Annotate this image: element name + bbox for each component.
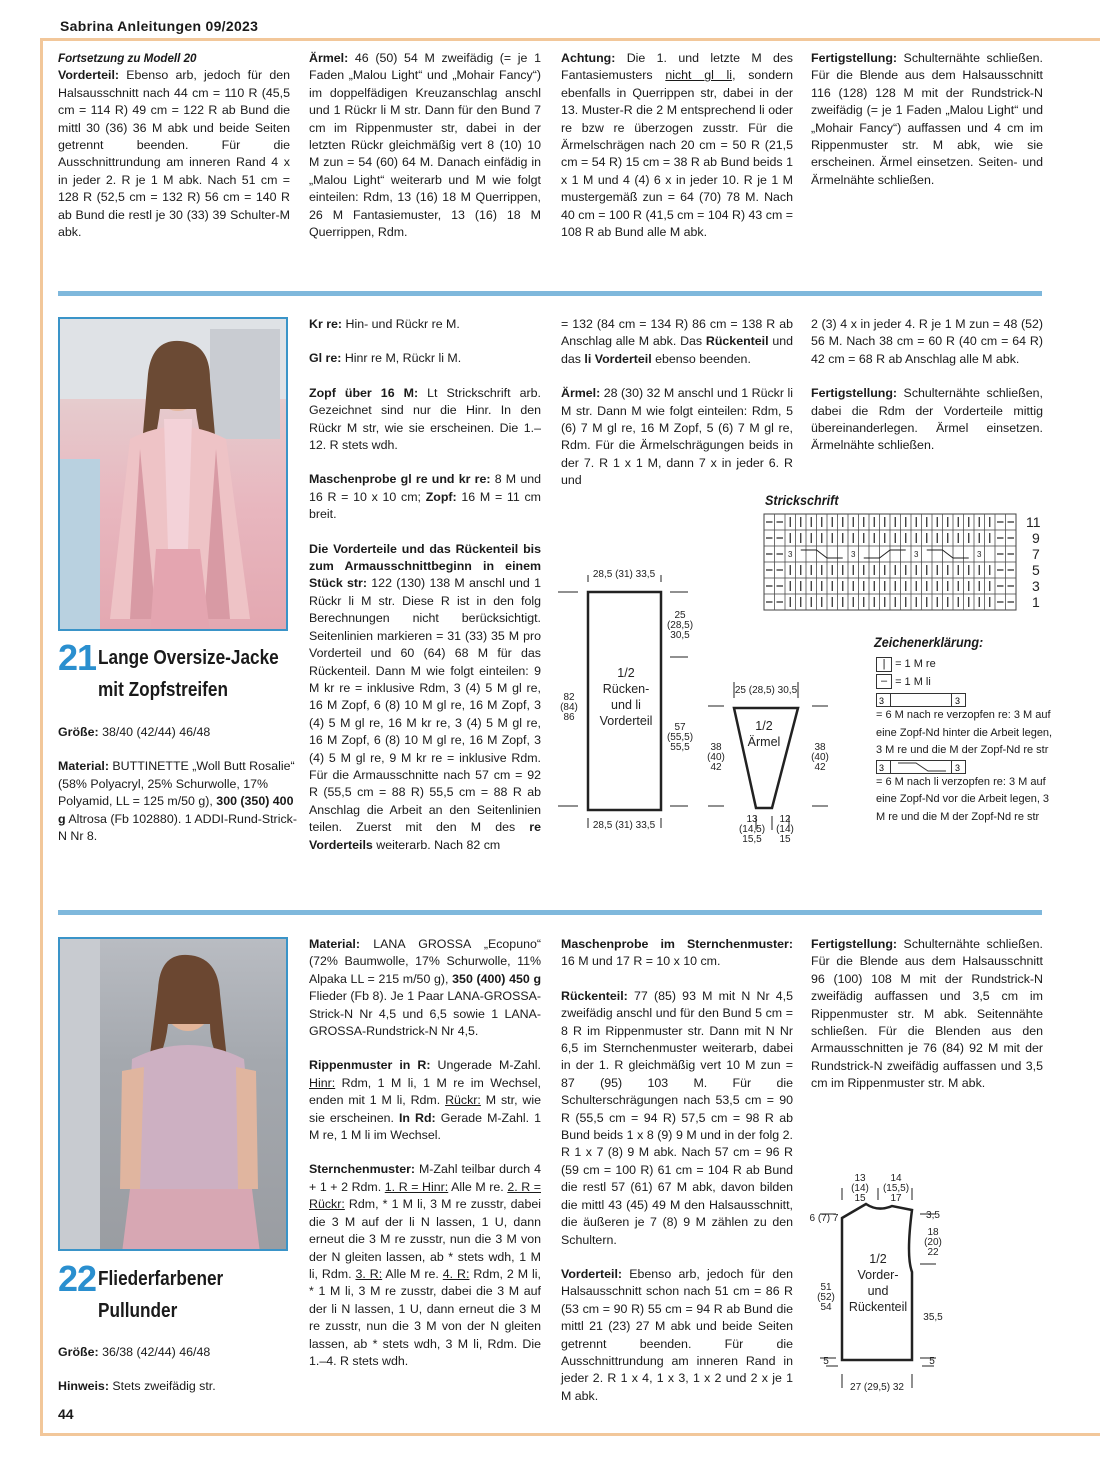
- model20-col4: Fertigstellung: Schulternähte schließen. Für die Blende aus dem Halsausschnitt 116 (128) 128 M mit der Rundstrick-N zweifädig (= je 1 Faden „Malou Light“ und „Mohair Fancy“) auffassen und 4 cm im Rippenmuster str. M abk, wie sie erscheinen. Ärmel einsetzen. Seiten- und Ärmelnähte schließen.: [811, 51, 1043, 187]
- svg-text:15: 15: [779, 834, 791, 845]
- cable-left-symbol-icon: [876, 760, 966, 774]
- svg-text:(40): (40): [707, 752, 725, 763]
- svg-text:38: 38: [710, 742, 722, 753]
- svg-text:(14): (14): [776, 824, 794, 835]
- legend-cable-left: = 6 M nach li verzopfen re: 3 M auf eine Zopf-Nd vor die Arbeit legen, 3 M re und die M der Zopf-Nd re str: [876, 775, 1050, 823]
- model22-col4: Fertigstellung: Schulternähte schließen. Für die Blende aus dem Halsausschnitt 96 (100) 108 M mit der Rundstrick-N zweifädig auffassen und 3,5 cm im Rippenmuster str. M abk. Seitennähte schließen. Für die Blenden aus den Armausschnitten je 76 (84) 92 M mit der Rundstrick-N zweifädig auffassen und 3,5 cm im Rippenmuster str. M abk.: [811, 937, 1043, 1091]
- model20-col1: Fortsetzung zu Modell 20 Vorderteil: Ebenso arb, jedoch für den Halsausschnitt nach 44 cm = 110 R (45,5 cm = 114 R) 49 cm = 122 R ab Bund die mittl 30 (36) 36 M abk und beide Seiten getrennt beenden. Für die Ausschnittrundung am inneren Rand 4 x in jeder 2. R je 1 M abk. Nach 51 cm = 128 R (52,5 cm = 132 R) 56 cm = 140 R ab Bund die restl je 30 (33) 39 Schulter-M abk.: [58, 52, 290, 240]
- svg-text:6 (7) 7: 6 (7) 7: [809, 1213, 839, 1224]
- model22-col2: Material: LANA GROSSA „Ecopuno“ (72% Baumwolle, 17% Schurwolle, 11% Alpaka LL = 215 m/50 g), 350 (400) 450 g Flieder (Fb 8). Je 1 Paar LANA-GROSSA-Strick-N Nr 4,5 und 6,5 sowie 1 LANA-GROSSA-Rundstrick-N Nr 4,5. Rippenmuster in R: Ungerade M-Zahl. Hinr: Rdm, 1 M li, 1 M re im Wechsel, enden mit 1 M li, Rdm. Rückr: M str, wie sie erscheinen. In Rd: Gerade M-Zahl. 1 M re, 1 M li im Wechsel. Sternchenmuster: M-Zahl teilbar durch 4 + 1 + 2 Rdm. 1. R = Hinr: Alle M re. 2. R = Rückr: Rdm, * 1 M li, 3 M re zusstr, dabei die 3 M auf der li N lassen, 1 U, dann erneut die 3 M re zusstr, nun die 3 M von der N gleiten lassen, ab * stets wdh, 1 M li, Rdm. 3. R: Alle M re. 4. R: Rdm, 2 M li, * 1 M li, 3 M re zusstr, dabei die 3 M auf der li N lassen, 1 U, dann erneut die 3 M re zusstr, nun die 3 M von der N gleiten lassen, ab * stets wdh, 3 M li, Rdm. Die 1.–4. R stets wdh.: [309, 937, 542, 1368]
- model21-col3: = 132 (84 cm = 134 R) 86 cm = 138 R ab Anschlag alle M abk. Das Rückenteil und das li Vorderteil ebenso beenden. Ärmel: 28 (30) 32 M anschl und 1 Rückr li M str. Dann M wie folgt einteilen: Rdm, 5 (6) 7 M gl re, 16 M Zopf, 5 (6) 7 M gl re, Rdm. Für die Ärmelschrägungen beids in der 7. R 1 x 1 M, dann 7 x in jeder 6. R und: [561, 317, 794, 488]
- magazine-header: Sabrina Anleitungen 09/2023: [60, 18, 259, 34]
- svg-text:(52): (52): [817, 1292, 835, 1303]
- legend-knit: | = 1 M re: [876, 656, 1056, 674]
- svg-text:1/2: 1/2: [869, 1252, 887, 1266]
- svg-text:42: 42: [814, 762, 826, 773]
- purl-symbol-icon: –: [876, 674, 892, 689]
- page-number: 44: [58, 1406, 74, 1422]
- svg-text:35,5: 35,5: [923, 1312, 943, 1323]
- svg-text:5: 5: [823, 1356, 829, 1367]
- svg-text:3: 3: [879, 762, 885, 773]
- chart-cell: [932, 546, 943, 562]
- model21-photo: [58, 317, 288, 631]
- svg-text:55,5: 55,5: [670, 742, 690, 753]
- svg-text:3,5: 3,5: [926, 1210, 940, 1221]
- chart-row-11: 11: [1026, 514, 1041, 530]
- model21-col4: 2 (3) 4 x in jeder 4. R je 1 M zun = 48 (52) 56 M. Nach 38 cm = 60 R (40 cm = 64 R) 42 cm = 68 R ab Anschlag alle M abk. Fertigstellung: Schulternähte schließen, dabei die Rdm der Vorderteile mittig übereinanderlegen. Ärmel einsetzen. Ärmelnähte schließen.: [811, 317, 1043, 453]
- svg-text:13: 13: [854, 1173, 866, 1184]
- model22-title: Fliederfarbener Pullunder: [98, 1268, 224, 1322]
- svg-text:17: 17: [890, 1193, 902, 1204]
- chart-row-7: 7: [1032, 546, 1040, 562]
- cable-cross: [927, 550, 969, 558]
- schem21-bottom-width: 28,5 (31) 33,5: [592, 820, 656, 831]
- svg-text:5: 5: [929, 1356, 935, 1367]
- svg-text:86: 86: [563, 712, 575, 723]
- svg-text:13: 13: [746, 814, 758, 825]
- svg-text:(28,5): (28,5): [666, 620, 694, 631]
- chart-cell: [859, 546, 870, 562]
- chart-title: Strickschrift: [765, 492, 839, 508]
- svg-text:15: 15: [854, 1193, 866, 1204]
- svg-text:27 (29,5) 32: 27 (29,5) 32: [850, 1382, 904, 1393]
- svg-text:82: 82: [563, 692, 575, 703]
- cable-cross: [864, 550, 906, 558]
- chart-cell: [901, 546, 912, 562]
- svg-text:38: 38: [814, 742, 826, 753]
- svg-text:22: 22: [927, 1247, 939, 1258]
- legend: [876, 656, 1056, 826]
- svg-text:51: 51: [820, 1282, 832, 1293]
- model22-schematic: [806, 1168, 956, 1400]
- chart-row-9: 9: [1032, 530, 1040, 546]
- svg-text:(14,5): (14,5): [738, 824, 766, 835]
- frame-left-border: [40, 38, 43, 1436]
- svg-text:(15,5): (15,5): [882, 1183, 910, 1194]
- chart-cell: [922, 546, 933, 562]
- cable-label: 3: [914, 550, 919, 559]
- chart-cell: [964, 546, 975, 562]
- svg-text:12: 12: [779, 814, 791, 825]
- schem21-top-width: 28,5 (31) 33,5: [592, 569, 656, 580]
- svg-text:54: 54: [820, 1302, 832, 1313]
- cable-label: 3: [977, 550, 982, 559]
- svg-text:Ärmel: Ärmel: [747, 735, 781, 749]
- knit-symbol-icon: |: [876, 657, 892, 672]
- svg-text:Vorderteil: Vorderteil: [599, 714, 653, 728]
- frame-top-border: [40, 38, 1100, 41]
- svg-text:und li: und li: [611, 698, 641, 712]
- svg-text:(14): (14): [851, 1183, 869, 1194]
- svg-text:25: 25: [674, 610, 686, 621]
- svg-text:(20): (20): [924, 1237, 942, 1248]
- frame-bottom-border: [40, 1433, 1100, 1436]
- model20-col2: Ärmel: 46 (50) 54 M zweifädig (= je 1 Faden „Malou Light“ und „Mohair Fancy“) im doppelfädigen Kreuzanschlag anschl und 1 Rückr li M str. Dann für den Bund 7 cm im Rippenmuster str, dabei in der letzten Rückr gleichmäßig vert 8 (10) 10 M zun = 54 (60) 64 M. Danach einfädig in „Malou Light“ weiterarb und M wie folgt einteilen: Rdm, 13 (16) 18 M Querrippen, 26 M Fantasiemuster, 13 (16) 18 M Querrippen, Rdm.: [309, 51, 541, 240]
- model21-number: 21: [58, 637, 97, 678]
- legend-title: Zeichenerklärung:: [874, 634, 984, 650]
- chart-row-1: 1: [1032, 594, 1040, 610]
- model22-photo: [58, 937, 288, 1251]
- chart-cell: [953, 546, 964, 562]
- model21-meta: Größe: 38/40 (42/44) 46/48 Material: BUTTINETTE „Woll Butt Rosalie“ (58% Polyacryl, 25% Schurwolle, 17% Polyamid, LL = 125 m/50 g), 300 (350) 400 g Altrosa (Fb 102880). 1 ADDI-Rund-Strick-N Nr 8.: [58, 725, 297, 844]
- svg-text:18: 18: [927, 1227, 939, 1238]
- model21-col2: Kr re: Hin- und Rückr re M. Gl re: Hinr re M, Rückr li M. Zopf über 16 M: Lt Strickschrift arb. Gezeichnet sind nur die Hinr. In den Rückr M str, wie sie erscheinen. Die 1.–12. R stets wdh. Maschenprobe gl re und kr re: 8 M und 16 R = 10 x 10 cm; Zopf: 16 M = 11 cm breit. Die Vorderteile und das Rückenteil bis zum Armausschnittbeginn in einem Stück str: 122 (130) 138 M anschl und 1 Rückr li M str. Diese R ist in den folg Berechnungen nicht berücksichtigt. Seitenlinien markieren = 31 (33) 35 M pro Vorderteil und 60 (64) 68 M für das Rückenteil. Dann M wie folgt einteilen: 9 M kr re = inklusive Rdm, 3 (4) 5 M gl re, 16 M Zopf, 6 (8) 10 M gl re, 16 M Zopf, 3 (4) 5 M gl re, 16 M kr re, 3 (4) 5 M gl re, 16 M Zopf, 6 (8) 10 M gl re, 16 M Zopf, 3 (4) 5 M gl re, 9 M kr re = inklusive Rdm. Für die Armausschnitte nach 57 cm = 92 R (55,5 cm = 88 R) 55,5 cm = 88 R ab Anschlag die Arbeit an den Seitenlinien teilen. Zuerst mit den M des re Vorderteils weiterarb. Nach 82 cm: [309, 317, 542, 852]
- continuation-label: Fortsetzung zu Modell 20: [58, 52, 197, 65]
- svg-text:57: 57: [674, 722, 686, 733]
- model22-meta: Größe: 36/38 (42/44) 46/48 Hinweis: Stets zweifädig str.: [58, 1345, 216, 1394]
- chart-cell: [890, 546, 901, 562]
- model22-col3: Maschenprobe im Sternchenmuster: 16 M und 17 R = 10 x 10 cm. Rückenteil: 77 (85) 93 M mit N Nr 4,5 zweifädig anschl und für den Bund 5 cm = 8 R im Rippenmuster str. Dann mit N Nr 6,5 im Sternchenmuster weiterarb, dabei in der 1. R gleichmäßig vert 10 M zun = 87 (95) 103 M. Für die Schulterschrägungen nach 53,5 cm = 90 R (55,5 cm = 94 R) 57,5 cm = 98 R ab Bund beids 1 x 8 (9) 9 M und in der folg 2. R 1 x 7 (8) 9 M abk. Nach 57 cm = 96 R (59 cm = 100 R) 61 cm = 104 R ab Bund die restl 57 (61) 67 M abk, davon bilden die mittl 43 (45) 49 M den Halsausschnitt, die äußeren je 7 (8) 9 M zählen zu den Schultern. Vorderteil: Ebenso arb, jedoch für den Halsausschnitt schon nach 51 cm = 86 R (53 cm = 90 R) 55 cm = 94 R ab Bund die mittl 21 (23) 27 M abk und beide Seiten getrennt beenden. Für die Ausschnittrundung am inneren Rand in jeder 2. R 1 x 4, 1 x 3, 1 x 2 und 2 x je 1 M abk.: [561, 937, 793, 1403]
- section-divider-1: [58, 291, 1042, 296]
- svg-text:(55,5): (55,5): [666, 732, 694, 743]
- model21-photo-illustration: [60, 319, 288, 631]
- svg-text:Rücken-: Rücken-: [602, 682, 650, 696]
- model22-number: 22: [58, 1258, 97, 1299]
- cable-right-symbol-icon: [876, 693, 966, 707]
- svg-text:3: 3: [955, 696, 961, 706]
- svg-text:30,5: 30,5: [670, 630, 690, 641]
- model21-schematic: [558, 560, 858, 850]
- svg-text:und: und: [867, 1284, 889, 1298]
- svg-text:15,5: 15,5: [742, 834, 762, 845]
- model20-col3: Achtung: Die 1. und letzte M des Fantasiemusters nicht gl li, sondern ebenfalls in Querrippen str, dabei in der 13. Muster-R die 2 M entsprechend li oder re bzw re überzogen zusstr. Für die Ärmelschrägen nach 20 cm = 50 R (21,5 cm = 54 R) 15 cm = 38 R ab Bund beids 1 x 1 M und 4 (4) 6 x in jeder 10. R je 1 M mustergemäß zun = 64 (70) 78 M. Nach 40 cm = 100 R (41,5 cm = 104 R) 43 cm = 108 R ab Bund alle M abk.: [561, 51, 793, 240]
- chart-row-3: 3: [1032, 578, 1040, 594]
- svg-text:Vorder-: Vorder-: [857, 1268, 899, 1282]
- section-divider-2: [58, 910, 1042, 915]
- model21-title: Lange Oversize-Jacke mit Zopfstreifen: [98, 647, 279, 701]
- svg-text:Rückenteil: Rückenteil: [848, 1300, 908, 1314]
- svg-text:(40): (40): [811, 752, 829, 763]
- model22-photo-illustration: [60, 939, 288, 1251]
- cable-cross: [801, 550, 843, 558]
- chart-cell: [869, 546, 880, 562]
- svg-text:1/2: 1/2: [617, 666, 635, 680]
- svg-text:3: 3: [955, 762, 961, 773]
- cable-label: 3: [788, 550, 793, 559]
- cable-label: 3: [851, 550, 856, 559]
- svg-text:14: 14: [890, 1173, 902, 1184]
- legend-cable-right: = 6 M nach re verzopfen re: 3 M auf eine Zopf-Nd hinter die Arbeit legen, 3 M re und die M der Zopf-Nd re str: [876, 709, 1053, 756]
- svg-text:1/2: 1/2: [755, 719, 773, 733]
- schem21-sleeve-top: 25 (28,5) 30,5: [734, 685, 798, 696]
- legend-purl: – = 1 M li: [876, 674, 1056, 692]
- svg-text:(84): (84): [560, 702, 578, 713]
- svg-text:42: 42: [710, 762, 722, 773]
- svg-text:3: 3: [879, 696, 885, 706]
- chart-cell: [985, 546, 996, 562]
- chart-row-5: 5: [1032, 562, 1040, 578]
